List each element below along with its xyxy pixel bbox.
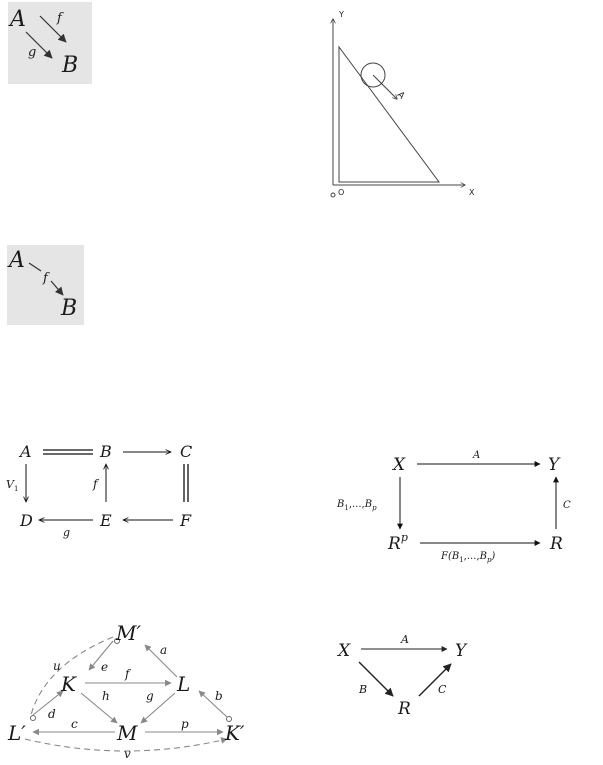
- node-f: F: [180, 511, 192, 530]
- grid-diagram: [5, 440, 205, 540]
- node-e: E: [100, 511, 112, 530]
- label-v: v: [124, 747, 131, 761]
- arrow-f: [40, 16, 66, 42]
- node-x: X: [338, 641, 351, 661]
- arrow-f-end: [51, 281, 63, 295]
- arrow-f-start: [29, 263, 41, 271]
- node-r: R: [550, 534, 563, 554]
- arrow-kprime-l: [199, 691, 227, 717]
- node-l: L: [177, 672, 191, 696]
- label-e: e: [101, 660, 109, 674]
- origin-label: O: [338, 188, 345, 197]
- node-x: X: [393, 455, 406, 475]
- node-b: B: [100, 442, 112, 461]
- label-f: f: [125, 667, 130, 681]
- triangle-diagram-panel: [335, 630, 485, 725]
- node-a: A: [20, 442, 32, 461]
- node-r: R: [398, 699, 411, 719]
- node-kprime: K′: [225, 721, 245, 745]
- two-arrows-diagram: [8, 2, 92, 84]
- node-d: D: [20, 511, 33, 530]
- label-c: c: [71, 717, 78, 731]
- node-b: B: [61, 296, 78, 321]
- label-f-list: $F(B_1,...,B_p)$: [441, 551, 496, 564]
- label-f: f: [93, 477, 98, 491]
- two-arrows-panel: [8, 2, 92, 84]
- node-a: A: [10, 7, 26, 32]
- label-p: p: [181, 717, 189, 731]
- arrow-k-m: [81, 693, 117, 723]
- label-h: h: [102, 689, 110, 703]
- node-a: A: [9, 248, 25, 273]
- node-lprime: L′: [8, 721, 26, 745]
- label-a: A: [473, 450, 481, 461]
- node-c: C: [180, 442, 193, 461]
- node-y: Y: [455, 641, 467, 661]
- label-c: C: [438, 683, 447, 696]
- label-b: B: [359, 683, 368, 696]
- grid-diagram-panel: [5, 440, 205, 540]
- label-g: g: [146, 689, 154, 703]
- label-g: g: [28, 45, 37, 60]
- label-c: C: [563, 500, 571, 511]
- y-axis-label: Y: [339, 10, 344, 19]
- bent-arrow-panel: [7, 245, 84, 325]
- x-axis-label: X: [469, 188, 475, 197]
- bent-arrow-diagram: [7, 245, 84, 325]
- label-v1: $V_1$: [6, 478, 19, 493]
- triangle-diagram: [335, 630, 485, 725]
- node-mprime: M′: [116, 621, 142, 645]
- label-b-list: $B_1,...,B_p$: [337, 499, 377, 512]
- node-y: Y: [548, 455, 560, 475]
- square-diagram-panel: [335, 445, 585, 565]
- label-a: A: [401, 633, 409, 646]
- origin-dot: [331, 193, 335, 197]
- node-k: K: [61, 672, 76, 696]
- label-f: f: [43, 271, 48, 286]
- incline-diagram: [325, 5, 485, 200]
- incline-triangle: [339, 47, 439, 182]
- node-m: M: [117, 721, 138, 745]
- circle-lprime: [31, 716, 36, 721]
- square-diagram: [335, 445, 585, 565]
- node-b: B: [62, 53, 79, 78]
- label-u: u: [53, 659, 61, 673]
- incline-panel: [325, 5, 485, 200]
- node-rp: $R^p$: [388, 531, 408, 554]
- label-f: f: [57, 11, 62, 26]
- big-diagram-panel: [5, 615, 265, 765]
- label-a: a: [160, 643, 168, 657]
- big-diagram: [5, 615, 265, 765]
- label-g: g: [63, 526, 71, 539]
- vector-label: A: [394, 90, 407, 102]
- vector-arrow: [373, 75, 397, 99]
- label-d: d: [48, 707, 56, 721]
- label-b: b: [215, 689, 223, 703]
